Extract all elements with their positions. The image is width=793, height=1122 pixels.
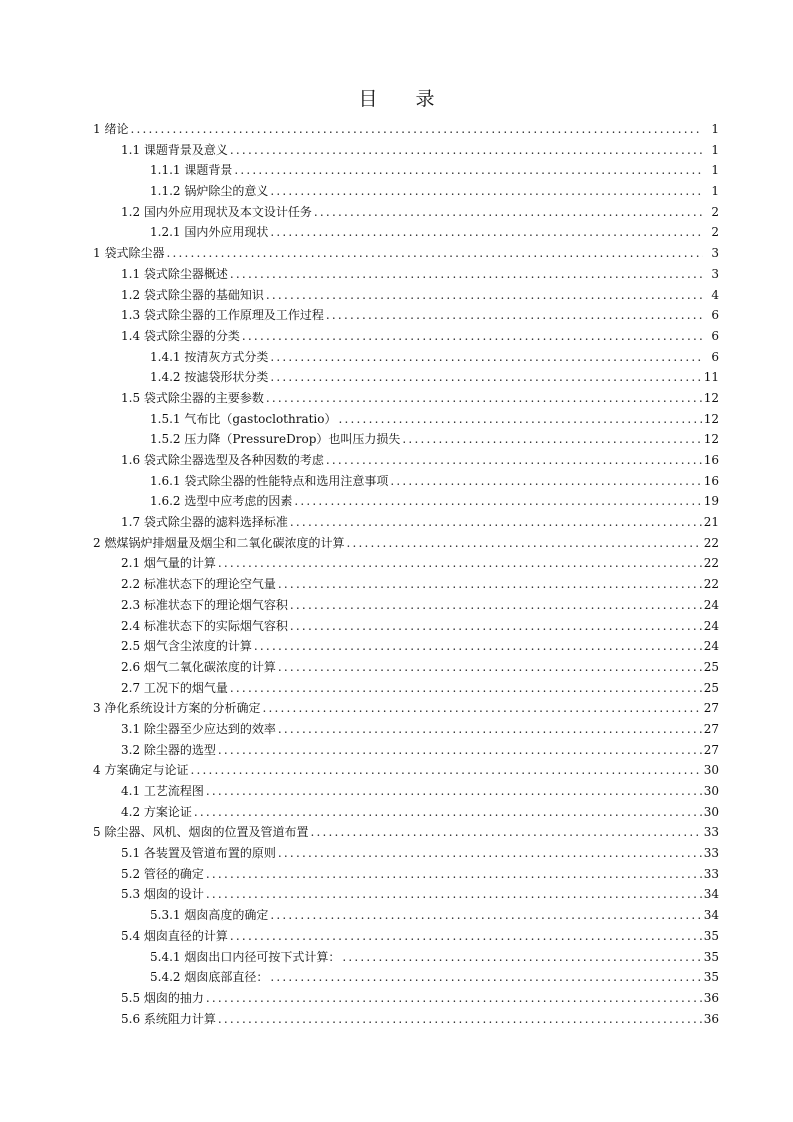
toc-entry-title: 2.3 标准状态下的理论烟气容积 — [121, 597, 288, 612]
toc-entry-title: 1.7 袋式除尘器的滤料选择标准 — [121, 515, 288, 530]
dot-leader — [206, 864, 702, 885]
toc-entry[interactable] — [93, 988, 719, 1009]
toc-entry-title: 1.5.2 压力降（PressureDrop）也叫压力损失 — [150, 432, 401, 447]
toc-entry[interactable] — [93, 616, 719, 637]
toc-entry[interactable] — [93, 140, 719, 161]
toc-entry[interactable] — [93, 678, 719, 699]
toc-entry[interactable] — [93, 367, 719, 388]
dot-leader — [310, 822, 701, 843]
toc-entry[interactable] — [93, 533, 719, 554]
toc-entry-page: 2 — [711, 225, 719, 240]
toc-entry-page: 22 — [703, 577, 719, 592]
dot-leader — [290, 616, 702, 637]
toc-entry[interactable] — [93, 802, 719, 823]
toc-entry-page: 36 — [703, 1011, 719, 1026]
toc-entry-page: 16 — [703, 453, 719, 467]
toc-entry-page: 35 — [703, 949, 719, 964]
toc-entry[interactable] — [93, 512, 719, 533]
dot-leader — [278, 843, 702, 864]
toc-entry-title: 1.4.2 按滤袋形状分类 — [150, 370, 269, 385]
dot-leader — [218, 553, 702, 574]
toc-entry[interactable] — [93, 947, 719, 968]
toc-entry[interactable] — [93, 429, 719, 450]
dot-leader — [346, 533, 701, 554]
toc-entry-page: 30 — [703, 784, 719, 798]
dot-leader — [270, 181, 703, 202]
toc-entry-page: 1 — [711, 142, 719, 157]
toc-entry-title: 1 袋式除尘器 — [93, 246, 165, 261]
toc-entry-page: 34 — [703, 908, 719, 923]
toc-entry[interactable] — [93, 305, 719, 326]
toc-entry[interactable] — [93, 409, 719, 430]
dot-leader — [230, 926, 702, 947]
toc-entry-title: 1.1.2 锅炉除尘的意义 — [150, 184, 269, 199]
toc-entry[interactable] — [93, 698, 719, 719]
toc-entry-page: 25 — [703, 680, 719, 695]
toc-entry[interactable] — [93, 553, 719, 574]
dot-leader — [294, 491, 701, 512]
dot-leader — [278, 719, 702, 740]
dot-leader — [166, 243, 703, 264]
title-char-left: 目 — [358, 88, 378, 110]
toc-entry-page: 21 — [703, 515, 719, 530]
toc-entry[interactable] — [93, 491, 719, 512]
toc-entry-page: 6 — [711, 328, 719, 343]
toc-entry-title: 5.4.2 烟囱底部直径： — [150, 970, 269, 985]
toc-entry-title: 5.3.1 烟囱高度的确定 — [150, 908, 269, 923]
toc-entry-title: 1.5.1 气布比（gastoclothratio） — [150, 411, 337, 426]
dot-leader — [194, 802, 702, 823]
toc-entry-page: 6 — [711, 349, 719, 364]
toc-entry[interactable] — [93, 222, 719, 243]
toc-entry[interactable] — [93, 657, 719, 678]
toc-entry-title: 5.4.1 烟囱出口内径可按下式计算： — [150, 949, 341, 964]
toc-entry[interactable] — [93, 595, 719, 616]
dot-leader — [339, 409, 702, 430]
dot-leader — [270, 367, 701, 388]
toc-entry-title: 5.3 烟囱的设计 — [121, 887, 204, 902]
toc-entry-page: 33 — [703, 866, 719, 881]
dot-leader — [402, 429, 701, 450]
toc-entry-title: 1.1 袋式除尘器概述 — [121, 266, 228, 281]
toc-entry-title: 2.2 标准状态下的理论空气量 — [121, 577, 276, 592]
toc-entry-page: 22 — [703, 556, 719, 571]
dot-leader — [254, 636, 702, 657]
title-char-right: 录 — [415, 88, 435, 110]
toc-entry-title: 1.2 国内外应用现状及本文设计任务 — [121, 204, 312, 219]
toc-entry-title: 5.2 管径的确定 — [121, 866, 204, 881]
toc-entry-title: 5.5 烟囱的抽力 — [121, 990, 204, 1005]
toc-entry-page: 1 — [711, 184, 719, 199]
toc-entry-title: 2 燃煤锅炉排烟量及烟尘和二氧化碳浓度的计算 — [93, 535, 345, 550]
toc-entry-page: 33 — [703, 825, 719, 840]
dot-leader — [230, 264, 703, 285]
toc-entry-title: 1.5 袋式除尘器的主要参数 — [121, 390, 264, 405]
toc-entry-title: 2.1 烟气量的计算 — [121, 556, 216, 571]
toc-entry-title: 1.6.1 袋式除尘器的性能特点和选用注意事项 — [150, 473, 389, 488]
dot-leader — [242, 326, 703, 347]
toc-entry[interactable] — [93, 285, 719, 306]
toc-entry-page: 3 — [711, 246, 719, 261]
toc-entry-title: 5 除尘器、风机、烟囱的位置及管道布置 — [93, 825, 309, 840]
toc-entry-title: 3 净化系统设计方案的分析确定 — [93, 701, 261, 716]
toc-entry-title: 1.1 课题背景及意义 — [121, 142, 228, 157]
dot-leader — [218, 740, 702, 761]
toc-entry-page: 3 — [711, 266, 719, 281]
toc-entry[interactable] — [93, 264, 719, 285]
dot-leader — [190, 760, 701, 781]
toc-entry-page: 30 — [703, 804, 719, 819]
toc-entry[interactable] — [93, 202, 719, 223]
toc-entry[interactable] — [93, 843, 719, 864]
table-of-contents — [93, 119, 719, 1029]
dot-leader — [314, 202, 703, 223]
toc-entry-title: 5.6 系统阻力计算 — [121, 1011, 216, 1026]
toc-entry[interactable] — [93, 864, 719, 885]
dot-leader — [326, 305, 703, 326]
toc-entry[interactable] — [93, 347, 719, 368]
toc-entry[interactable] — [93, 719, 719, 740]
toc-entry[interactable] — [93, 926, 719, 947]
toc-entry-title: 4 方案确定与论证 — [93, 763, 189, 778]
dot-leader — [206, 884, 702, 905]
toc-entry-title: 2.5 烟气含尘浓度的计算 — [121, 639, 252, 654]
toc-entry-title: 5.1 各装置及管道布置的原则 — [121, 846, 276, 861]
toc-entry-title: 4.2 方案论证 — [121, 804, 192, 819]
toc-entry-page: 27 — [703, 742, 719, 757]
toc-entry-page: 33 — [703, 846, 719, 861]
toc-entry-page: 24 — [703, 639, 719, 654]
dot-leader — [290, 512, 702, 533]
toc-entry-page: 2 — [711, 204, 719, 219]
toc-entry-title: 2.7 工况下的烟气量 — [121, 680, 228, 695]
toc-entry-title: 2.4 标准状态下的实际烟气容积 — [121, 618, 288, 633]
dot-leader — [290, 595, 702, 616]
dot-leader — [266, 285, 703, 306]
toc-entry[interactable] — [93, 119, 719, 140]
toc-entry-title: 1.4.1 按清灰方式分类 — [150, 349, 269, 364]
toc-entry[interactable] — [93, 884, 719, 905]
toc-entry-page: 12 — [703, 432, 719, 447]
dot-leader — [230, 678, 702, 699]
toc-entry[interactable] — [93, 388, 719, 409]
dot-leader — [130, 119, 703, 140]
dot-leader — [234, 160, 703, 181]
toc-entry-title: 2.6 烟气二氧化碳浓度的计算 — [121, 659, 276, 674]
toc-entry-page: 12 — [703, 390, 719, 405]
toc-entry-title: 3.1 除尘器至少应达到的效率 — [121, 721, 276, 736]
toc-entry[interactable] — [93, 1009, 719, 1030]
toc-entry-page: 35 — [703, 970, 719, 985]
dot-leader — [270, 222, 703, 243]
toc-entry-page: 25 — [703, 659, 719, 674]
toc-entry[interactable] — [93, 636, 719, 657]
toc-entry[interactable] — [93, 450, 719, 471]
toc-entry-title: 1.1.1 课题背景 — [150, 163, 233, 178]
toc-entry-page: 34 — [703, 887, 719, 902]
toc-entry-page: 35 — [703, 928, 719, 943]
dot-leader — [326, 450, 702, 471]
toc-entry-page: 27 — [703, 721, 719, 736]
dot-leader — [230, 140, 703, 161]
toc-entry-title: 1.3 袋式除尘器的工作原理及工作过程 — [121, 308, 324, 323]
dot-leader — [270, 347, 703, 368]
toc-entry-title: 1.4 袋式除尘器的分类 — [121, 328, 240, 343]
toc-entry[interactable] — [93, 905, 719, 926]
dot-leader — [390, 471, 701, 492]
toc-entry-title: 1.6.2 选型中应考虑的因素 — [150, 494, 293, 509]
dot-leader — [218, 1009, 702, 1030]
toc-entry-page: 1 — [711, 163, 719, 178]
dot-leader — [270, 905, 701, 926]
toc-entry[interactable] — [93, 243, 719, 264]
toc-entry-page: 19 — [703, 494, 719, 509]
toc-entry-page: 24 — [703, 597, 719, 612]
toc-entry[interactable] — [93, 822, 719, 843]
toc-entry-title: 5.4 烟囱直径的计算 — [121, 928, 228, 943]
toc-entry-page: 30 — [703, 763, 719, 778]
toc-entry-page: 24 — [703, 618, 719, 633]
toc-entry[interactable] — [93, 471, 719, 492]
dot-leader — [266, 388, 702, 409]
toc-entry[interactable] — [93, 760, 719, 781]
toc-entry[interactable] — [93, 181, 719, 202]
toc-entry[interactable] — [93, 781, 719, 802]
toc-entry-page: 12 — [703, 411, 719, 426]
toc-entry-title: 3.2 除尘器的选型 — [121, 742, 216, 757]
toc-entry-page: 1 — [711, 122, 719, 136]
dot-leader — [278, 574, 702, 595]
toc-entry-page: 36 — [703, 990, 719, 1005]
toc-entry-page: 11 — [703, 370, 719, 385]
dot-leader — [270, 967, 701, 988]
toc-entry-title: 1.2 袋式除尘器的基础知识 — [121, 287, 264, 302]
toc-entry-page: 22 — [703, 535, 719, 550]
toc-entry-title: 1.2.1 国内外应用现状 — [150, 225, 269, 240]
toc-entry-page: 6 — [711, 308, 719, 323]
toc-entry-page: 16 — [703, 473, 719, 488]
toc-entry-title: 4.1 工艺流程图 — [121, 784, 204, 798]
dot-leader — [206, 988, 702, 1009]
toc-entry-title: 1 绪论 — [93, 122, 129, 136]
dot-leader — [262, 698, 701, 719]
dot-leader — [342, 947, 701, 968]
toc-entry-page: 4 — [711, 287, 719, 302]
toc-entry[interactable] — [93, 967, 719, 988]
dot-leader — [278, 657, 702, 678]
page-title — [0, 84, 793, 111]
dot-leader — [206, 781, 702, 802]
toc-entry[interactable] — [93, 160, 719, 181]
toc-entry[interactable] — [93, 574, 719, 595]
toc-entry-title: 1.6 袋式除尘器选型及各种因数的考虑 — [121, 453, 324, 467]
toc-entry-page: 27 — [703, 701, 719, 716]
toc-entry[interactable] — [93, 326, 719, 347]
toc-entry[interactable] — [93, 740, 719, 761]
